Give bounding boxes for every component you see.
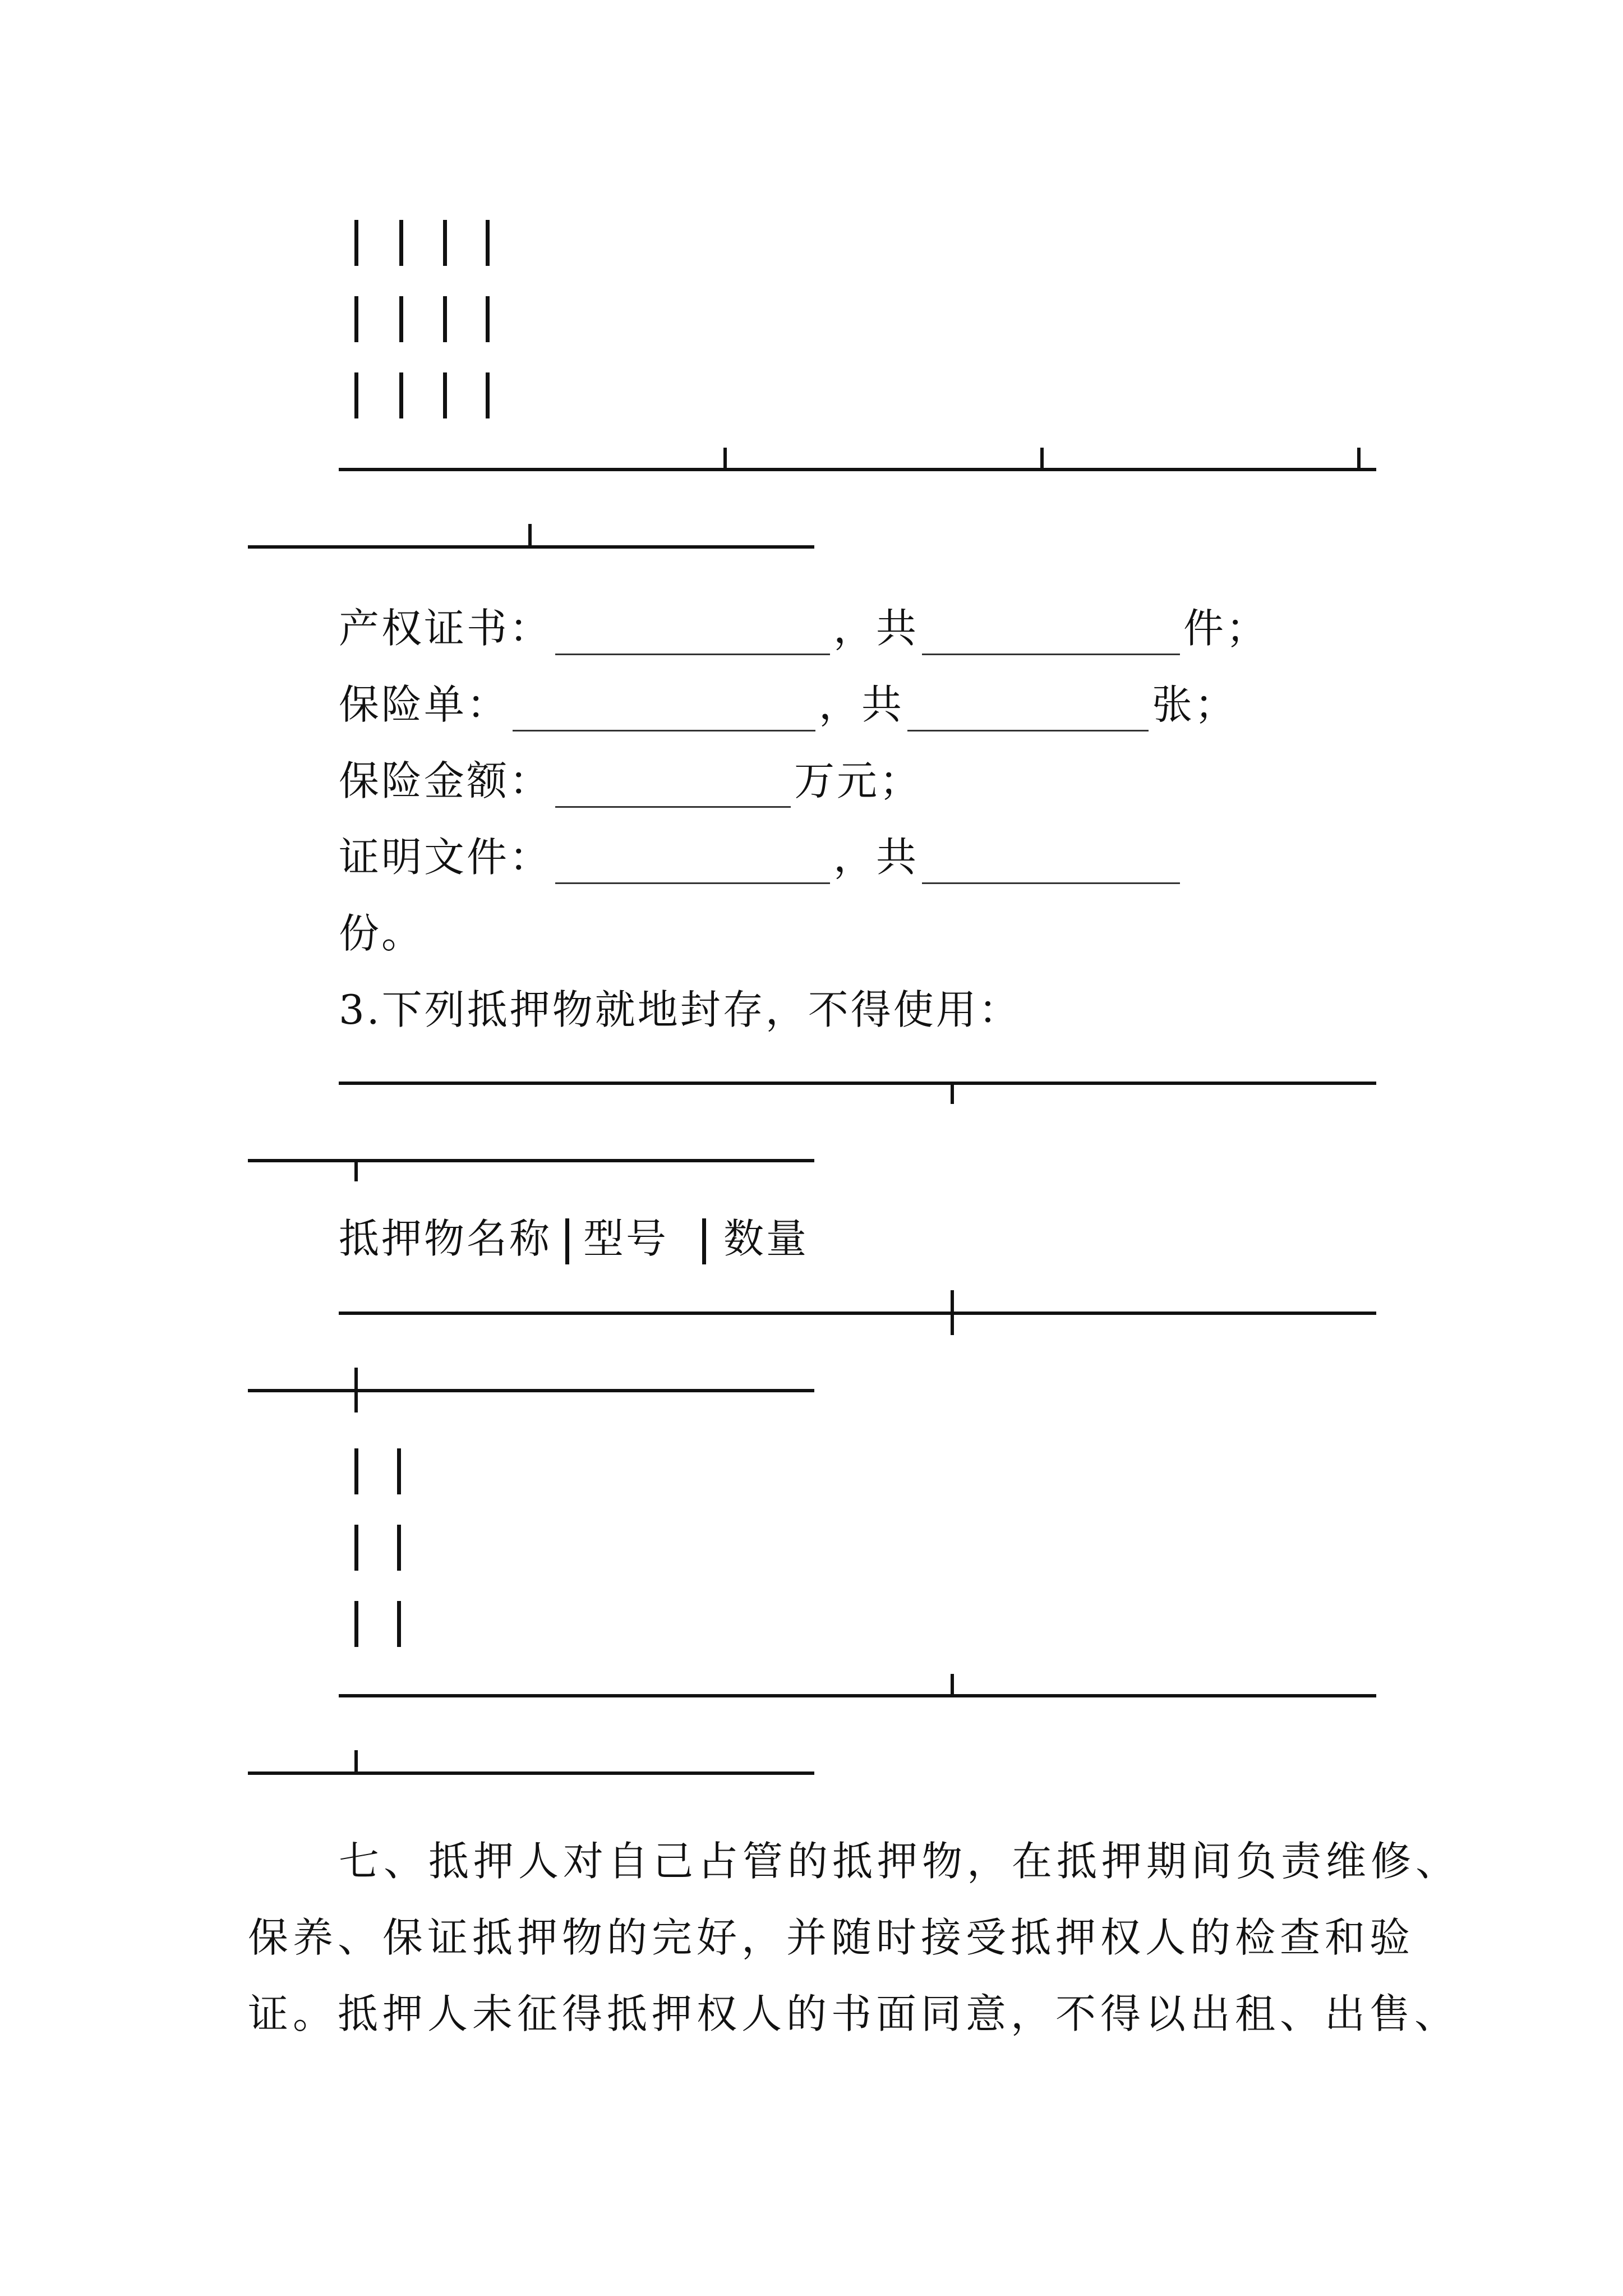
field-text: ，共: [833, 605, 919, 652]
paragraph-line: 证。抵押人未征得抵押权人的书面同意，不得以出租、出售、: [248, 1990, 1460, 2037]
paragraph-line: 七、抵押人对自己占管的抵押物，在抵押期间负责维修、: [339, 1838, 1461, 1885]
table-rule-tick: [1357, 448, 1361, 470]
table-cell-border: [486, 372, 490, 418]
table-rule-tick: [1040, 448, 1044, 470]
table-cell-border: [397, 1601, 401, 1647]
table-cell-border: [354, 1525, 358, 1571]
table-cell-border: [443, 372, 447, 418]
table-rule-tick: [723, 448, 727, 470]
table-cell-border: [565, 1218, 569, 1264]
field-label: 保险金额：: [339, 757, 552, 804]
field-proof-documents: [339, 830, 1183, 884]
table-cell-border: [354, 296, 358, 342]
table-cell-border: [486, 296, 490, 342]
blank-input[interactable]: [513, 694, 815, 731]
blank-input[interactable]: [555, 618, 830, 655]
blank-input[interactable]: [922, 846, 1180, 884]
table-rule-tick: [354, 1750, 358, 1773]
table-rule: [339, 1312, 1376, 1315]
blank-input[interactable]: [922, 618, 1180, 655]
table-cell-border: [399, 220, 403, 266]
table-rule: [248, 1389, 814, 1392]
table-cell-border: [443, 296, 447, 342]
table-cell-border: [354, 372, 358, 418]
field-unit: 件；: [1183, 605, 1269, 652]
field-label: 证明文件：: [339, 834, 552, 881]
table-rule: [339, 1082, 1376, 1085]
field-insurance-policy: [339, 678, 1237, 731]
field-insurance-amount: [339, 754, 922, 808]
table-rule-tick: [951, 1674, 954, 1696]
table-rule-tick: [528, 524, 532, 546]
table-rule: [248, 1772, 814, 1775]
table-rule-tick: [354, 1160, 358, 1181]
table-cell-border: [399, 372, 403, 418]
table-cell-border: [354, 1601, 358, 1647]
field-unit: 张；: [1152, 681, 1238, 728]
column-header-quantity: 数量: [723, 1215, 809, 1262]
field-text: ，共: [819, 681, 905, 728]
table-rule-cross: [354, 1368, 358, 1412]
table-cell-border: [354, 220, 358, 266]
table-rule: [339, 468, 1376, 471]
field-label: 保险单：: [339, 681, 510, 728]
table-cell-border: [397, 1448, 401, 1494]
table-rule-cross: [951, 1290, 954, 1335]
blank-input[interactable]: [555, 770, 791, 808]
section-3-heading: 3.下列抵押物就地封存，不得使用：: [339, 986, 1021, 1033]
blank-input[interactable]: [555, 846, 830, 884]
table-cell-border: [486, 220, 490, 266]
table-rule-tick: [951, 1083, 954, 1104]
table-rule: [248, 1159, 814, 1162]
field-proof-documents-unit: 份。: [339, 910, 425, 957]
table-cell-border: [397, 1525, 401, 1571]
field-text: ，共: [833, 834, 919, 881]
blank-input[interactable]: [907, 694, 1149, 731]
table-cell-border: [399, 296, 403, 342]
table-cell-border: [443, 220, 447, 266]
sealed-table-header: [339, 1212, 552, 1266]
table-cell-border: [354, 1448, 358, 1494]
field-property-certificate: [339, 601, 1269, 655]
paragraph-line: 保养、保证抵押物的完好，并随时接受抵押权人的检查和验: [248, 1914, 1415, 1961]
field-unit: 万元；: [794, 757, 923, 804]
column-header-name: 抵押物名称: [339, 1215, 552, 1262]
field-label: 产权证书：: [339, 605, 552, 652]
table-cell-border: [702, 1218, 706, 1264]
column-header-model: 型号: [583, 1215, 669, 1262]
table-rule: [339, 1694, 1376, 1697]
